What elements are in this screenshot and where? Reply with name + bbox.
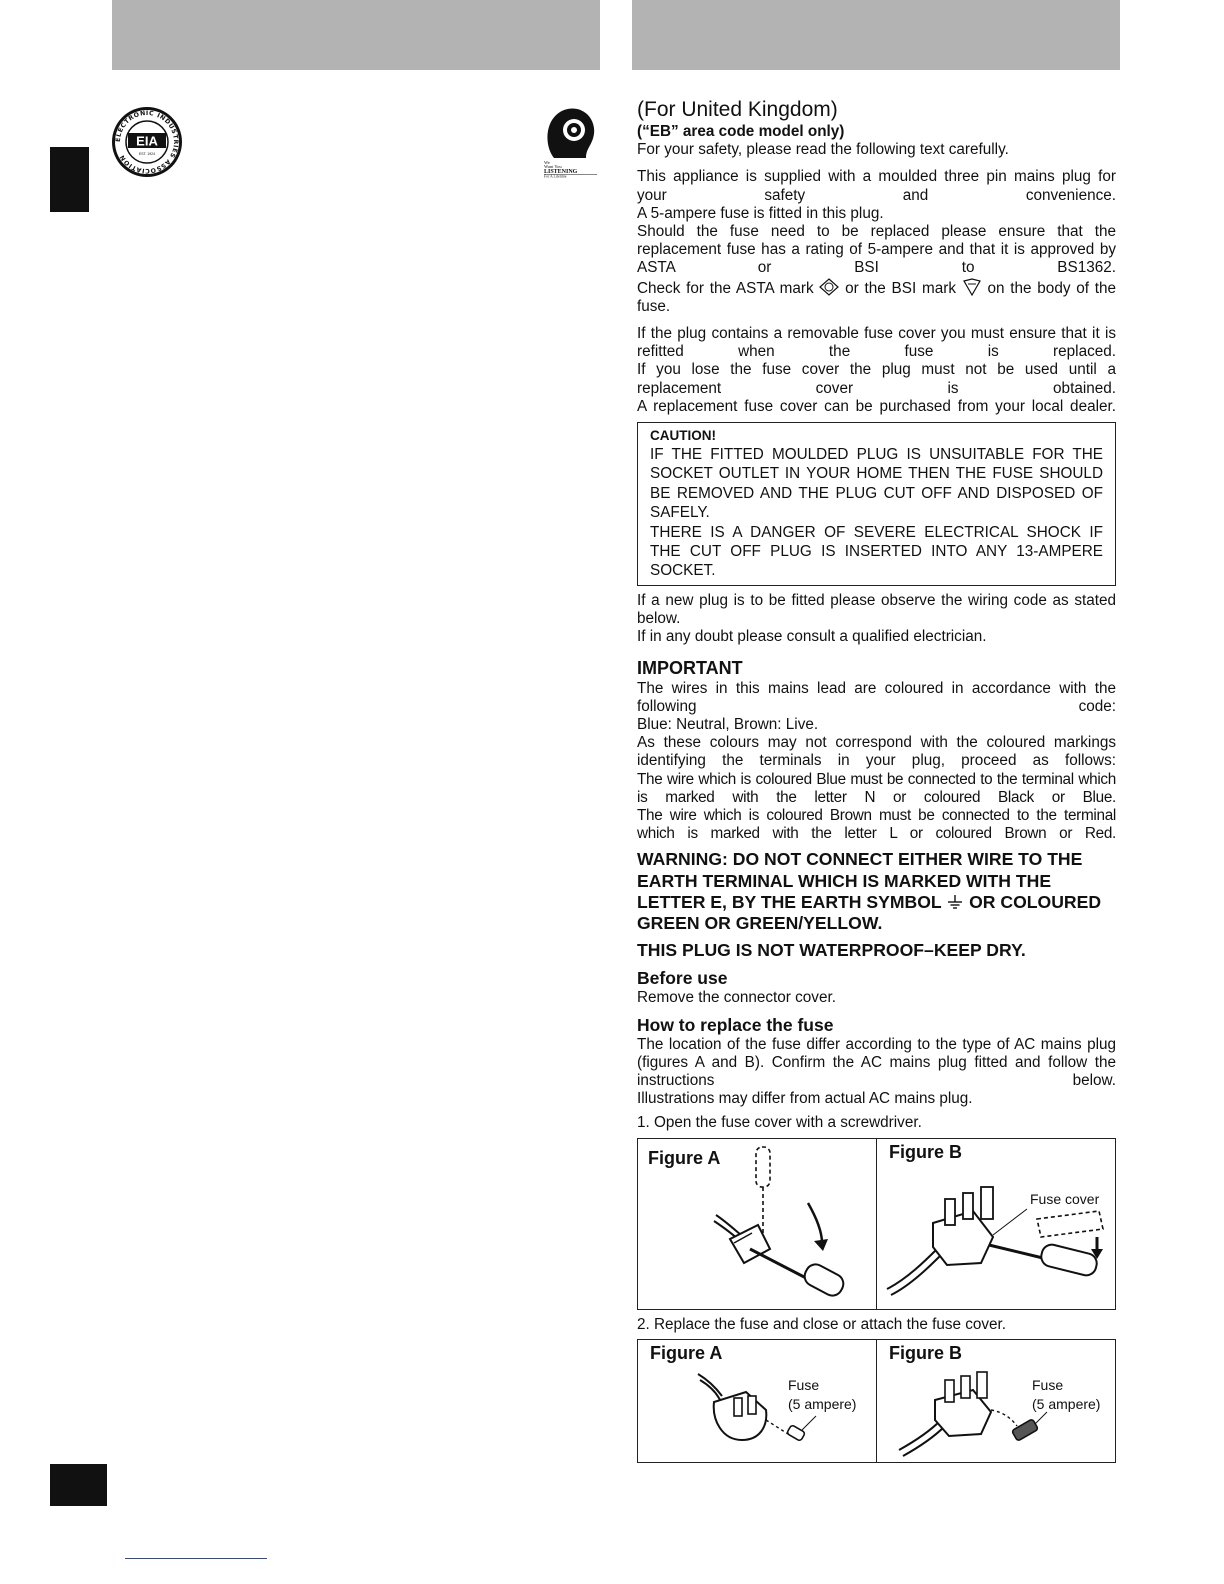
paragraph: The wires in this mains lead are coloured in accordance with the following code: bbox=[637, 679, 1116, 715]
listening-line1: We bbox=[544, 160, 550, 165]
eia-ring-text: ELECTRONIC INDUSTRIES ASSOCIATION bbox=[114, 109, 180, 175]
paragraph: Blue: Neutral, Brown: Live. bbox=[637, 715, 819, 733]
check-text-start: Check for the ASTA mark bbox=[637, 279, 814, 297]
figure-a-open-cover bbox=[638, 1139, 876, 1309]
listening-line2: Want You bbox=[544, 164, 562, 169]
fuse-mark-paragraph bbox=[637, 278, 1116, 316]
earth-symbol-icon bbox=[946, 894, 964, 910]
listening-logo bbox=[540, 102, 600, 178]
replace-fuse-heading: How to replace the fuse bbox=[637, 1014, 834, 1035]
before-use-text: Remove the connector cover. bbox=[637, 989, 836, 1007]
region-heading: (For United Kingdom) bbox=[637, 98, 838, 121]
warning-text-end: OR COLOURED GREEN OR GREEN/YELLOW. bbox=[637, 891, 1102, 933]
eia-est: EST. 1924 bbox=[138, 152, 156, 156]
eia-logo bbox=[111, 106, 183, 178]
figure-b-open-cover bbox=[876, 1139, 1115, 1309]
header-bar-right bbox=[632, 0, 1120, 70]
listening-line4: For A Lifetime bbox=[544, 174, 567, 178]
step-1-figures bbox=[637, 1138, 1116, 1310]
figure-b-replace-fuse bbox=[876, 1340, 1115, 1462]
paragraph: If a new plug is to be fitted please observe the wiring code as stated below. bbox=[637, 591, 1116, 628]
figure-title: Figure B bbox=[889, 1141, 963, 1162]
figure-title: Figure B bbox=[889, 1342, 963, 1363]
paragraph: The wire which is coloured Blue must be connected to the terminal which is marked with the letter N or coloured Black or Blue. bbox=[637, 770, 1116, 806]
side-tab-top bbox=[50, 147, 89, 212]
waterproof-warning: THIS PLUG IS NOT WATERPROOF–KEEP DRY. bbox=[637, 940, 1026, 961]
paragraph: If the plug contains a removable fuse cover you must ensure that it is refitted when the fuse is replaced. bbox=[637, 325, 1116, 361]
fuse-rating-label: (5 ampere) bbox=[1032, 1395, 1101, 1412]
fuse-label: Fuse bbox=[788, 1376, 820, 1393]
plug-screwdriver-illustration bbox=[638, 1139, 876, 1309]
paragraph: As these colours may not correspond with the coloured markings identifying the terminals in your plug, proceed as follows: bbox=[637, 734, 1116, 770]
listening-line3: LISTENING bbox=[544, 169, 578, 175]
plug-fuse-illustration bbox=[638, 1340, 876, 1462]
fuse-cover-label: Fuse cover bbox=[1030, 1190, 1100, 1207]
before-use-heading: Before use bbox=[637, 968, 728, 989]
fuse-label: Fuse bbox=[1032, 1376, 1064, 1393]
paragraph: If you lose the fuse cover the plug must not be used until a replacement cover is obtained. bbox=[637, 361, 1116, 397]
paragraph: Should the fuse need to be replaced please ensure that the replacement fuse has a rating of 5-ampere and that it is approved by ASTA or BSI to BS1362. bbox=[637, 223, 1116, 277]
warning-text bbox=[637, 849, 1116, 934]
step-2-text: 2. Replace the fuse and close or attach the fuse cover. bbox=[637, 1315, 1007, 1333]
step-1-text: 1. Open the fuse cover with a screwdriver. bbox=[637, 1114, 922, 1132]
model-note: (“EB” area code model only) bbox=[637, 123, 845, 140]
eia-abbr: EIA bbox=[136, 133, 158, 149]
uk-plug-safety-section bbox=[637, 97, 1116, 1463]
intro-text: For your safety, please read the following text carefully. bbox=[637, 141, 1009, 159]
caution-box bbox=[637, 422, 1116, 586]
footer-rule bbox=[125, 1558, 267, 1559]
plug-fuse-illustration bbox=[877, 1340, 1115, 1462]
figure-title: Figure A bbox=[648, 1147, 721, 1168]
page-number-tab bbox=[50, 1464, 107, 1506]
asta-mark-icon bbox=[819, 278, 839, 296]
figure-title: Figure A bbox=[650, 1342, 723, 1363]
paragraph: A 5-ampere fuse is fitted in this plug. bbox=[637, 204, 884, 222]
caution-text: THERE IS A DANGER OF SEVERE ELECTRICAL SHOCK IF THE CUT OFF PLUG IS INSERTED INTO ANY 13-AMPERE SOCKET. bbox=[650, 523, 1103, 580]
paragraph: The location of the fuse differ according to the type of AC mains plug (figures A and B). Confirm the AC mains plug fitted and follow the instructions below. bbox=[637, 1035, 1116, 1089]
paragraph: Illustrations may differ from actual AC mains plug. bbox=[637, 1090, 973, 1108]
caution-text: IF THE FITTED MOULDED PLUG IS UNSUITABLE FOR THE SOCKET OUTLET IN YOUR HOME THEN THE FUSE SHOULD BE REMOVED AND THE PLUG CUT OFF AND DISPOSED OF SAFELY. bbox=[650, 446, 1103, 522]
paragraph: If in any doubt please consult a qualified electrician. bbox=[637, 628, 987, 646]
important-heading: IMPORTANT bbox=[637, 657, 743, 678]
fuse-rating-label: (5 ampere) bbox=[788, 1395, 857, 1412]
paragraph: A replacement fuse cover can be purchased from your local dealer. bbox=[637, 397, 1116, 415]
warning-text-start: WARNING: DO NOT CONNECT EITHER WIRE TO THE EARTH TERMINAL WHICH IS MARKED WITH THE LETTER E, BY THE EARTH SYMBOL bbox=[637, 849, 1083, 912]
bsi-kitemark-icon bbox=[962, 278, 982, 296]
figure-a-replace-fuse bbox=[638, 1340, 876, 1462]
paragraph: This appliance is supplied with a moulded three pin mains plug for your safety and convenience. bbox=[637, 168, 1116, 204]
caution-title: CAUTION! bbox=[650, 428, 716, 444]
paragraph: The wire which is coloured Brown must be connected to the terminal which is marked with the letter L or coloured Brown or Red. bbox=[637, 806, 1116, 843]
check-text-end: on the body of the fuse. bbox=[637, 279, 1117, 315]
check-text-middle: or the BSI mark bbox=[845, 279, 956, 297]
step-2-figures bbox=[637, 1339, 1116, 1463]
header-bar-left bbox=[112, 0, 600, 70]
plug-screwdriver-illustration bbox=[877, 1139, 1115, 1309]
